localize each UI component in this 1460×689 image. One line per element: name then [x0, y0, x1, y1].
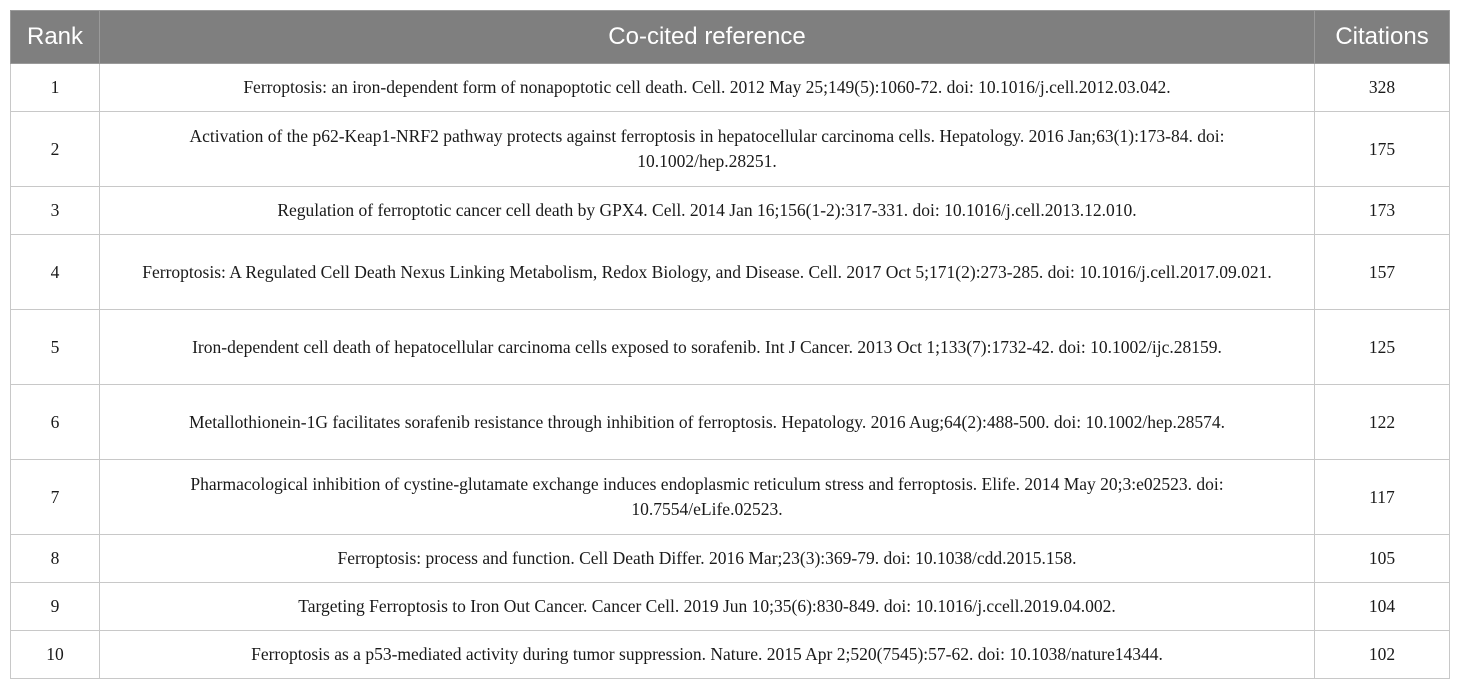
table-row: [11, 385, 1450, 460]
header-citations: Citations: [1315, 11, 1450, 64]
citations-cell: 157: [1315, 235, 1450, 310]
citations-cell: 175: [1315, 112, 1450, 187]
rank-cell: 3: [11, 187, 100, 235]
table-row: [11, 235, 1450, 310]
table-row: [11, 64, 1450, 112]
rank-cell: 2: [11, 112, 100, 187]
rank-cell: 10: [11, 631, 100, 679]
citations-cell: 125: [1315, 310, 1450, 385]
rank-cell: 8: [11, 535, 100, 583]
reference-cell: Regulation of ferroptotic cancer cell death by GPX4. Cell. 2014 Jan 16;156(1-2):317-331. doi: 10.1016/j.cell.2013.12.010.: [100, 187, 1315, 235]
rank-cell: 7: [11, 460, 100, 535]
reference-cell: Pharmacological inhibition of cystine-glutamate exchange induces endoplasmic reticulum stress and ferroptosis. Elife. 2014 May 20;3:e02523. doi: 10.7554/eLife.02523.: [100, 460, 1315, 535]
header-reference: Co-cited reference: [100, 11, 1315, 64]
reference-cell: Metallothionein-1G facilitates sorafenib resistance through inhibition of ferroptosis. Hepatology. 2016 Aug;64(2):488-500. doi: 10.1002/hep.28574.: [100, 385, 1315, 460]
cocited-references-table-container: [10, 10, 1449, 679]
table-row: [11, 631, 1450, 679]
rank-cell: 9: [11, 583, 100, 631]
rank-cell: 1: [11, 64, 100, 112]
rank-cell: 6: [11, 385, 100, 460]
citations-cell: 105: [1315, 535, 1450, 583]
table-row: [11, 535, 1450, 583]
table-row: [11, 187, 1450, 235]
reference-cell: Targeting Ferroptosis to Iron Out Cancer. Cancer Cell. 2019 Jun 10;35(6):830-849. doi: 10.1016/j.ccell.2019.04.002.: [100, 583, 1315, 631]
rank-cell: 4: [11, 235, 100, 310]
rank-cell: 5: [11, 310, 100, 385]
reference-cell: Activation of the p62-Keap1-NRF2 pathway protects against ferroptosis in hepatocellular carcinoma cells. Hepatology. 2016 Jan;63(1):173-84. doi: 10.1002/hep.28251.: [100, 112, 1315, 187]
table-row: [11, 112, 1450, 187]
citations-cell: 104: [1315, 583, 1450, 631]
reference-cell: Ferroptosis: process and function. Cell Death Differ. 2016 Mar;23(3):369-79. doi: 10.1038/cdd.2015.158.: [100, 535, 1315, 583]
citations-cell: 173: [1315, 187, 1450, 235]
reference-cell: Ferroptosis: A Regulated Cell Death Nexus Linking Metabolism, Redox Biology, and Disease. Cell. 2017 Oct 5;171(2):273-285. doi: 10.1016/j.cell.2017.09.021.: [100, 235, 1315, 310]
table-row: [11, 310, 1450, 385]
citations-cell: 328: [1315, 64, 1450, 112]
table-body: [11, 64, 1450, 679]
citations-cell: 102: [1315, 631, 1450, 679]
reference-cell: Iron-dependent cell death of hepatocellular carcinoma cells exposed to sorafenib. Int J Cancer. 2013 Oct 1;133(7):1732-42. doi: 10.1002/ijc.28159.: [100, 310, 1315, 385]
reference-cell: Ferroptosis as a p53-mediated activity during tumor suppression. Nature. 2015 Apr 2;520(7545):57-62. doi: 10.1038/nature14344.: [100, 631, 1315, 679]
header-row: [11, 11, 1450, 64]
table-row: [11, 583, 1450, 631]
header-rank: Rank: [11, 11, 100, 64]
table-header: [11, 11, 1450, 64]
citations-cell: 122: [1315, 385, 1450, 460]
table-row: [11, 460, 1450, 535]
reference-cell: Ferroptosis: an iron-dependent form of nonapoptotic cell death. Cell. 2012 May 25;149(5):1060-72. doi: 10.1016/j.cell.2012.03.042.: [100, 64, 1315, 112]
cocited-references-table: [10, 10, 1450, 679]
citations-cell: 117: [1315, 460, 1450, 535]
